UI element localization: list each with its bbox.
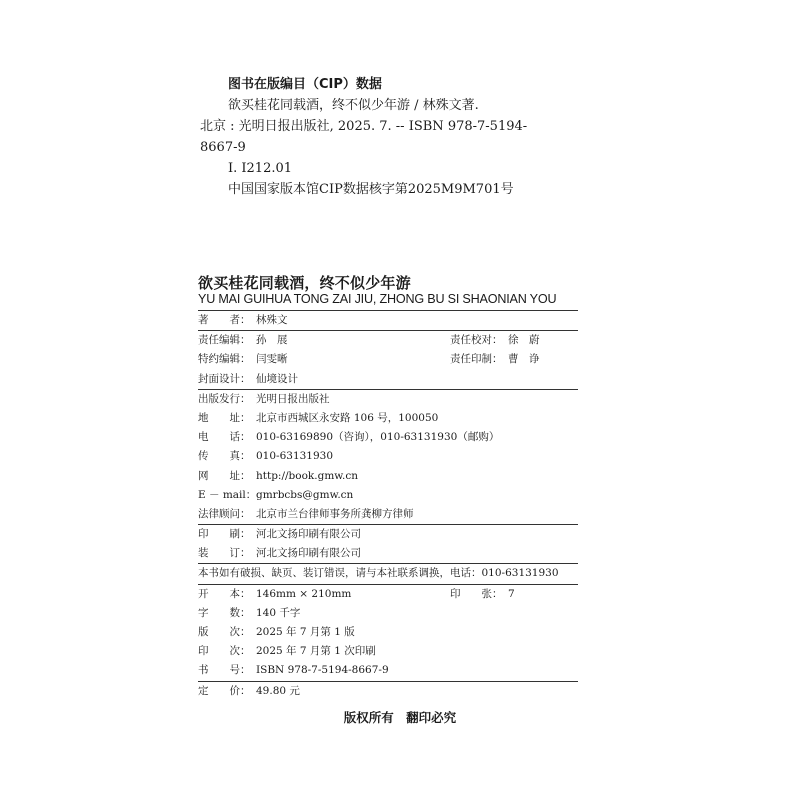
value-fax: 010-63131930 xyxy=(256,450,334,463)
value-proofreader: 徐 蔚 xyxy=(508,334,540,347)
label-price: 定 价： xyxy=(198,684,251,697)
value-special-editor: 闫雯晰 xyxy=(256,353,288,366)
value-isbn: ISBN 978-7-5194-8667-9 xyxy=(256,664,389,677)
label-print-manager: 责任印制： xyxy=(450,353,503,366)
cip-record-number: 中国国家版本馆CIP数据核字第2025M9M701号 xyxy=(228,182,514,197)
label-format: 开 本： xyxy=(198,587,251,600)
value-format: 146mm × 210mm xyxy=(256,587,352,600)
section-price xyxy=(198,681,578,701)
book-title: 欲买桂花同载酒，终不似少年游 xyxy=(198,274,411,292)
label-fax: 传 真： xyxy=(198,450,251,463)
row-author xyxy=(198,311,578,330)
piracy-warning: 翻印必究 xyxy=(406,710,457,725)
row-publisher xyxy=(198,390,578,409)
row-editor xyxy=(198,331,578,350)
label-edition: 版 次： xyxy=(198,626,251,638)
section-credits xyxy=(198,310,578,330)
row-fax xyxy=(198,447,578,466)
label-publisher: 出版发行： xyxy=(198,392,251,405)
row-price xyxy=(198,682,578,701)
label-address: 地 址： xyxy=(198,411,251,424)
row-cover-design xyxy=(198,370,578,389)
cip-heading: 图书在版编目（CIP）数据 xyxy=(228,77,382,92)
copyright-footer xyxy=(0,708,800,726)
cip-title-line: 欲买桂花同载酒，终不似少年游 / 林殊文著. xyxy=(228,98,479,113)
cip-isbn-continued: 8667-9 xyxy=(200,140,246,155)
rights-reserved: 版权所有 xyxy=(343,710,394,725)
section-publisher xyxy=(198,389,578,524)
row-address xyxy=(198,409,578,428)
row-printer xyxy=(198,525,578,544)
value-publisher: 光明日报出版社 xyxy=(256,392,330,405)
row-words xyxy=(198,604,578,623)
section-printing xyxy=(198,524,578,563)
label-proofreader: 责任校对： xyxy=(450,334,503,347)
cip-publisher-line: 北京 : 光明日报出版社, 2025. 7. -- ISBN 978-7-5194- xyxy=(200,119,528,134)
cip-block xyxy=(200,74,600,200)
label-legal: 法律顾问： xyxy=(198,507,251,520)
label-cover-design: 封面设计： xyxy=(198,372,251,385)
value-phone: 010-63169890（咨询），010-63131930（邮购） xyxy=(256,431,500,444)
value-words: 140 千字 xyxy=(256,606,301,619)
row-edition xyxy=(198,623,578,642)
section-notice xyxy=(198,563,578,583)
row-notice xyxy=(198,564,578,583)
row-phone xyxy=(198,428,578,447)
value-address: 北京市西城区永安路 106 号，100050 xyxy=(256,411,439,424)
label-sheets: 印 张： xyxy=(450,587,503,600)
label-printer: 印 刷： xyxy=(198,528,251,541)
label-special-editor: 特约编辑： xyxy=(198,353,251,366)
defect-notice: 本书如有破损、缺页、装订错误，请与本社联系调换，电话：010-63131930 xyxy=(198,567,559,580)
value-email: gmrbcbs@gmw.cn xyxy=(256,488,354,501)
value-print-manager: 曹 诤 xyxy=(508,353,540,366)
label-words: 字 数： xyxy=(198,606,251,619)
label-editor: 责任编辑： xyxy=(198,334,251,347)
label-website: 网 址： xyxy=(198,469,251,482)
value-cover-design: 仙境设计 xyxy=(256,372,298,385)
section-specs xyxy=(198,584,578,681)
row-format xyxy=(198,585,578,604)
copyright-table xyxy=(198,310,578,701)
value-editor: 孙 展 xyxy=(256,334,288,347)
row-email xyxy=(198,486,578,505)
value-author: 林殊文 xyxy=(256,314,288,326)
section-editors xyxy=(198,330,578,389)
value-printer: 河北文扬印刷有限公司 xyxy=(256,528,361,541)
label-binder: 装 订： xyxy=(198,547,251,560)
row-website xyxy=(198,467,578,486)
book-title-pinyin: YU MAI GUIHUA TONG ZAI JIU, ZHONG BU SI SHAONIAN YOU xyxy=(198,292,557,306)
value-website: http://book.gmw.cn xyxy=(256,469,359,482)
value-sheets: 7 xyxy=(508,587,515,600)
label-isbn: 书 号： xyxy=(198,664,251,677)
row-binder xyxy=(198,544,578,563)
row-legal xyxy=(198,505,578,524)
label-email: E － mail： xyxy=(198,488,257,501)
label-author: 著 者： xyxy=(198,314,251,326)
label-phone: 电 话： xyxy=(198,431,251,444)
row-impression xyxy=(198,642,578,661)
value-price: 49.80 元 xyxy=(256,684,300,697)
label-impression: 印 次： xyxy=(198,645,251,658)
cip-classification: Ⅰ. I212.01 xyxy=(228,161,293,176)
value-edition: 2025 年 7 月第 1 版 xyxy=(256,626,355,638)
row-special-editor xyxy=(198,350,578,369)
value-binder: 河北文扬印刷有限公司 xyxy=(256,547,361,560)
value-impression: 2025 年 7 月第 1 次印刷 xyxy=(256,645,376,658)
value-legal: 北京市兰台律师事务所龚柳方律师 xyxy=(256,507,414,520)
row-isbn xyxy=(198,661,578,680)
